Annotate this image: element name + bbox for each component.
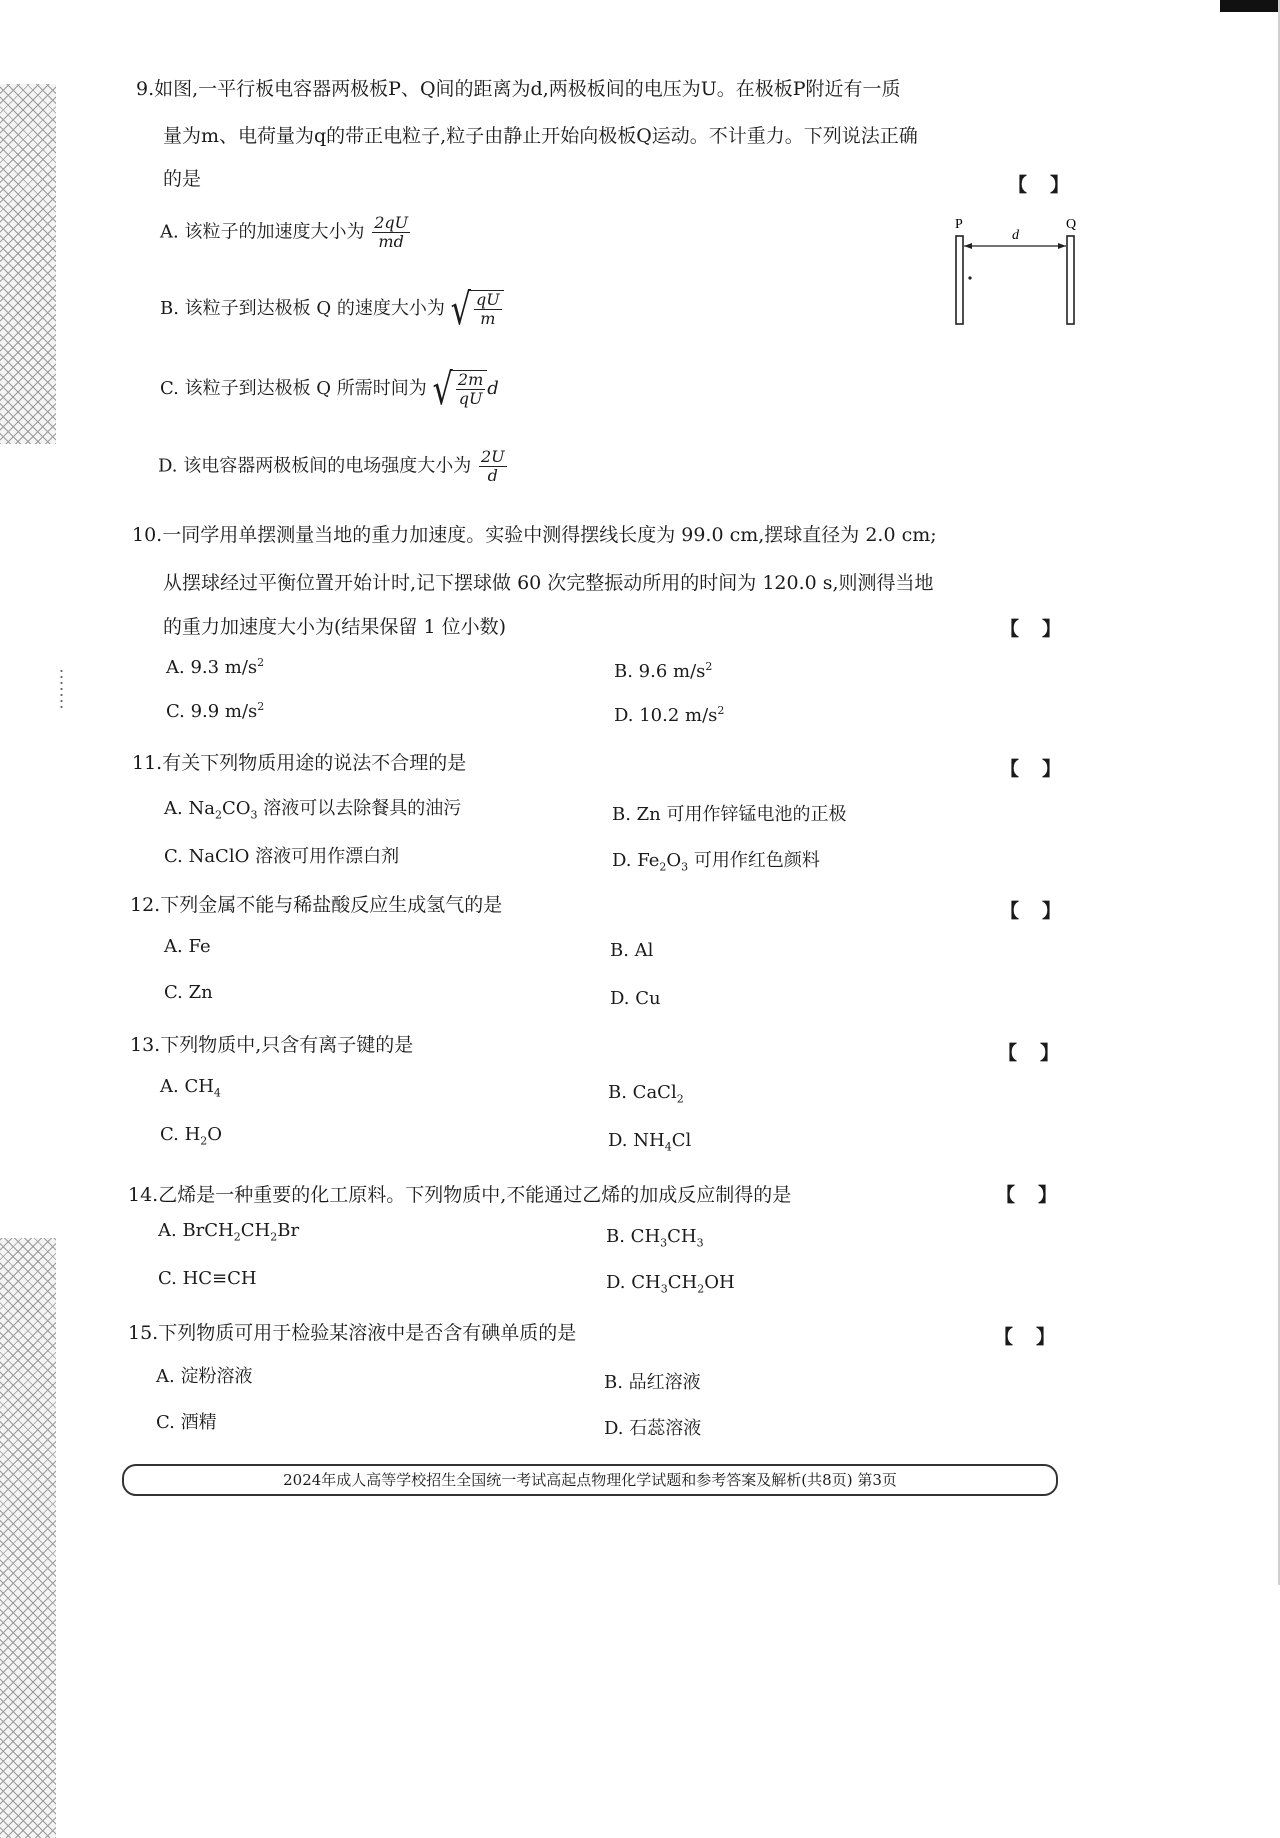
question-stem-line-1: 如图,一平行板电容器两极板P、Q间的距离为d,两极板间的电压为U。在极板P附近有一质 xyxy=(154,78,901,100)
option-a: A. 该粒子的加速度大小为 $\frac{2qU}{md}$ xyxy=(160,213,409,251)
particle xyxy=(968,276,971,279)
option-b: B. $CH_3CH_3$ xyxy=(606,1226,704,1250)
option-a: A. Fe xyxy=(164,936,211,957)
page-footer: 2024年成人高等学校招生全国统一考试高起点物理化学试题和参考答案及解析(共8页) 第3页 xyxy=(122,1464,1058,1496)
option-a: A. 淀粉溶液 xyxy=(156,1366,253,1387)
arrow-head-left xyxy=(964,243,972,249)
scan-corner-mark xyxy=(1220,0,1280,12)
question-stem-line-1: 一同学用单摆测量当地的重力加速度。实验中测得摆线长度为 99.0 cm,摆球直径为 2.0 cm; xyxy=(162,524,937,546)
fraction: $\frac{2U}{d}$ xyxy=(480,447,505,485)
label-q: Q xyxy=(1066,217,1077,232)
option-d: D. $Fe_2O_3$ 可用作红色颜料 xyxy=(612,850,820,874)
option-b: B. Zn 可用作锌锰电池的正极 xyxy=(612,804,847,825)
question-number: 11. xyxy=(132,752,163,774)
answer-bracket: 【 】 xyxy=(994,1326,1058,1348)
option-c: C. 9.9 $m/s^2$ xyxy=(166,700,265,722)
answer-bracket: 【 】 xyxy=(996,1184,1060,1206)
question-number: 12. xyxy=(130,894,161,916)
option-c: C. $H_2O$ xyxy=(160,1124,223,1148)
question-stem-line-3: 的重力加速度大小为(结果保留 1 位小数) xyxy=(163,616,506,638)
fraction: $\frac{2qU}{md}$ xyxy=(374,213,409,251)
option-b: B. CaCl$_2$ xyxy=(608,1082,684,1106)
option-c: C. Zn xyxy=(164,982,213,1003)
question-stem-line-2: 从摆球经过平衡位置开始计时,记下摆球做 60 次完整振动所用的时间为 120.0 s,则测得当地 xyxy=(163,572,934,594)
question-stem: 下列物质中,只含有离子键的是 xyxy=(160,1034,414,1056)
question-number: 14. xyxy=(128,1184,159,1206)
option-d: D. $NH_4Cl$ xyxy=(608,1130,692,1154)
option-b: B. 该粒子到达极板 Q 的速度大小为 √ $\frac{qU}{m}$ xyxy=(160,290,504,328)
square-root: √ $\frac{qU}{m}$ xyxy=(451,290,504,328)
question-stem: 有关下列物质用途的说法不合理的是 xyxy=(162,752,467,774)
plate-q xyxy=(1067,236,1074,324)
fraction: $\frac{2m}{qU}$ xyxy=(457,370,484,408)
answer-bracket: 【 】 xyxy=(1000,900,1064,922)
capacitor-figure xyxy=(950,210,1090,330)
answer-bracket: 【 】 xyxy=(1008,174,1072,196)
question-stem-line-2: 量为m、电荷量为q的带正电粒子,粒子由静止开始向极板Q运动。不计重力。下列说法正确 xyxy=(163,125,918,147)
answer-bracket: 【 】 xyxy=(1000,758,1064,780)
option-b: B. Al xyxy=(610,940,654,961)
binding-dots xyxy=(60,668,63,712)
arrow-head-right xyxy=(1058,243,1066,249)
option-a: A. $BrCH_2CH_2Br$ xyxy=(158,1220,300,1244)
answer-bracket: 【 】 xyxy=(1000,618,1064,640)
question-stem-line-3: 的是 xyxy=(163,168,202,190)
label-p: P xyxy=(955,217,963,232)
question-number: 10. xyxy=(132,524,163,546)
question-stem: 下列物质可用于检验某溶液中是否含有碘单质的是 xyxy=(158,1322,577,1344)
option-a: A. $Na_2CO_3$ 溶液可以去除餐具的油污 xyxy=(164,798,462,822)
option-b: B. 品红溶液 xyxy=(604,1372,701,1393)
square-root: √ $\frac{2m}{qU}$ xyxy=(433,370,488,408)
label-d: d xyxy=(1012,228,1019,243)
option-a: A. 9.3 $m/s^2$ xyxy=(166,656,265,678)
option-a: A. $CH_4$ xyxy=(160,1076,221,1100)
option-c: C. 该粒子到达极板 Q 所需时间为 √ $\frac{2m}{qU}$ d xyxy=(160,363,499,415)
fraction: $\frac{qU}{m}$ xyxy=(476,290,500,328)
question-number: 13. xyxy=(130,1034,161,1056)
question-number: 15. xyxy=(128,1322,159,1344)
option-c: C. NaClO 溶液可用作漂白剂 xyxy=(164,846,400,867)
answer-bracket: 【 】 xyxy=(998,1042,1062,1064)
binding-hatch-bottom xyxy=(0,1238,56,1838)
option-b: B. 9.6 $m/s^2$ xyxy=(614,660,713,682)
option-d: D. Cu xyxy=(610,988,661,1009)
question-stem: 下列金属不能与稀盐酸反应生成氢气的是 xyxy=(160,894,503,916)
option-d: D. 10.2 $m/s^2$ xyxy=(614,704,725,726)
option-d: D. $CH_3CH_2OH$ xyxy=(606,1272,735,1296)
question-number: 9. xyxy=(136,78,155,100)
option-d: D. 石蕊溶液 xyxy=(604,1418,702,1439)
plate-p xyxy=(956,236,963,324)
option-d: D. 该电容器两极板间的电场强度大小为 $\frac{2U}{d}$ xyxy=(158,447,505,485)
question-stem: 乙烯是一种重要的化工原料。下列物质中,不能通过乙烯的加成反应制得的是 xyxy=(158,1184,792,1206)
option-c: C. 酒精 xyxy=(156,1412,217,1433)
binding-hatch-top xyxy=(0,84,56,444)
option-c: C. HC≡CH xyxy=(158,1268,257,1289)
